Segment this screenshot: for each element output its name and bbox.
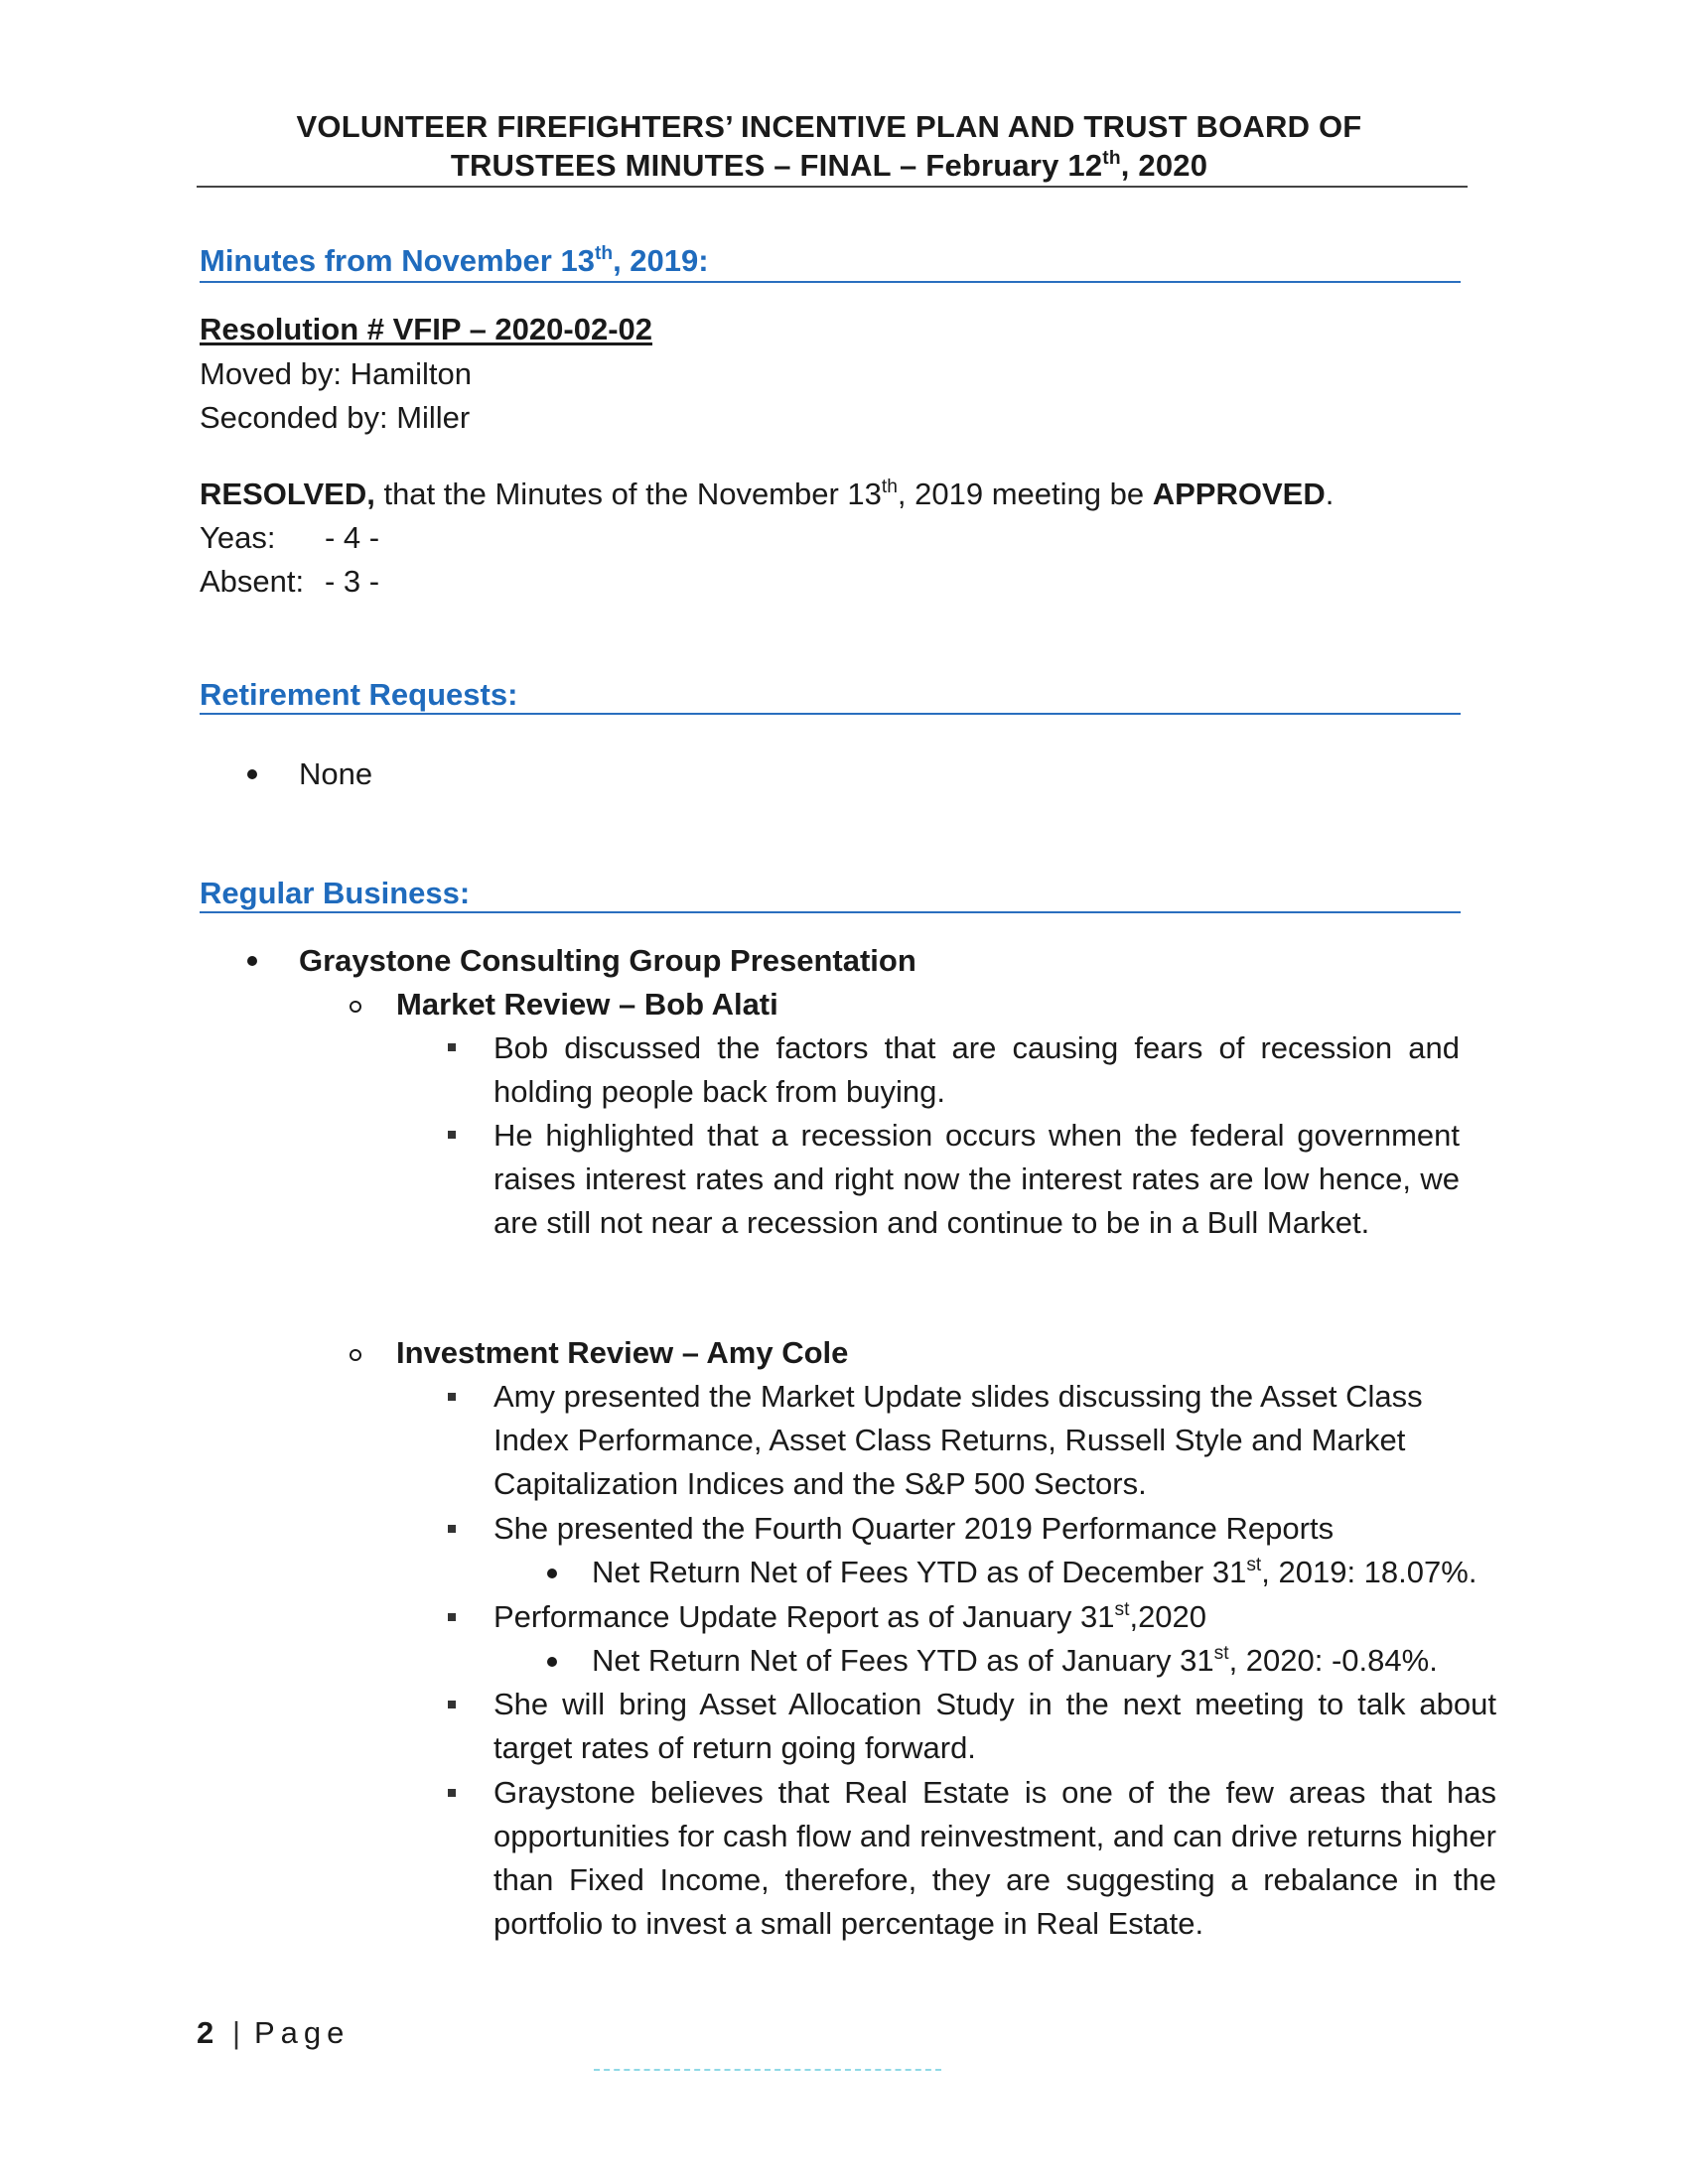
retirement-heading-rule xyxy=(200,713,1461,715)
resolved-statement: RESOLVED, that the Minutes of the November 13th, 2019 meeting be APPROVED. xyxy=(200,477,1335,511)
yeas-row xyxy=(200,516,379,560)
square-bullet-icon xyxy=(448,1701,456,1708)
bullet-icon xyxy=(547,1657,557,1667)
absent-row xyxy=(200,560,379,604)
resolution-title: Resolution # VFIP – 2020-02-02 xyxy=(200,312,653,346)
market-point-2: He highlighted that a recession occurs when the federal government raises interest rates and right now the interest rates are low hence, we are still not near a recession and continue to be in a Bull Market. xyxy=(493,1118,1460,1240)
investment-subpoint-1: Net Return Net of Fees YTD as of December 31st, 2019: 18.07%. xyxy=(592,1555,1477,1589)
yeas-value: - 4 - xyxy=(325,520,380,555)
square-bullet-icon xyxy=(448,1393,456,1401)
regular-heading: Regular Business: xyxy=(200,876,471,910)
absent-label: Absent: xyxy=(200,564,305,599)
page-number: 2 xyxy=(197,2015,214,2050)
moved-by: Moved by: Hamilton xyxy=(200,356,472,391)
square-bullet-icon xyxy=(448,1525,456,1533)
square-bullet-icon xyxy=(448,1043,456,1051)
square-bullet-icon xyxy=(448,1789,456,1797)
document-title xyxy=(189,107,1470,185)
investment-subpoint-2: Net Return Net of Fees YTD as of January 31st, 2020: -0.84%. xyxy=(592,1643,1438,1678)
bullet-icon xyxy=(247,956,257,966)
absent-value: - 3 - xyxy=(325,564,380,599)
investment-point-5: Graystone believes that Real Estate is one of the few areas that has opportunities for cash flow and reinvestment, and can drive returns higher than Fixed Income, therefore, they are suggesting a rebalance in the portfolio to invest a small percentage in Real Estate. xyxy=(493,1775,1496,1941)
scan-artifact-dash xyxy=(594,2069,941,2071)
title-line-2: TRUSTEES MINUTES – FINAL – February 12th, 2020 xyxy=(450,148,1208,183)
square-bullet-icon xyxy=(448,1613,456,1621)
title-divider xyxy=(197,186,1468,188)
circle-bullet-icon xyxy=(350,1349,361,1361)
bullet-icon xyxy=(547,1569,557,1578)
minutes-heading-rule xyxy=(200,281,1461,283)
bullet-icon xyxy=(247,769,257,779)
retirement-item: None xyxy=(299,756,373,791)
investment-point-4: She will bring Asset Allocation Study in the next meeting to talk about target rates of return going forward. xyxy=(493,1687,1496,1765)
circle-bullet-icon xyxy=(350,1001,361,1013)
investment-point-3: Performance Update Report as of January 31st,2020 xyxy=(493,1599,1207,1634)
square-bullet-icon xyxy=(448,1131,456,1139)
market-point-1: Bob discussed the factors that are causing fears of recession and holding people back from buying. xyxy=(493,1030,1460,1109)
minutes-heading: Minutes from November 13th, 2019: xyxy=(200,243,709,278)
investment-review-title: Investment Review – Amy Cole xyxy=(396,1335,849,1370)
market-review-title: Market Review – Bob Alati xyxy=(396,987,778,1022)
investment-point-1: Amy presented the Market Update slides discussing the Asset Class Index Performance, Asset Class Returns, Russell Style and Market Capitalization Indices and the S&P 500 Sectors. xyxy=(493,1379,1423,1501)
seconded-by: Seconded by: Miller xyxy=(200,400,471,435)
yeas-label: Yeas: xyxy=(200,520,276,555)
page-label: Page xyxy=(254,2015,351,2050)
retirement-heading: Retirement Requests: xyxy=(200,677,518,712)
regular-heading-rule xyxy=(200,911,1461,913)
title-line-1: VOLUNTEER FIREFIGHTERS’ INCENTIVE PLAN AND TRUST BOARD OF xyxy=(296,109,1362,144)
investment-point-2: She presented the Fourth Quarter 2019 Performance Reports xyxy=(493,1511,1335,1546)
presentation-title: Graystone Consulting Group Presentation xyxy=(299,943,916,978)
footer-separator: | xyxy=(232,2015,241,2050)
